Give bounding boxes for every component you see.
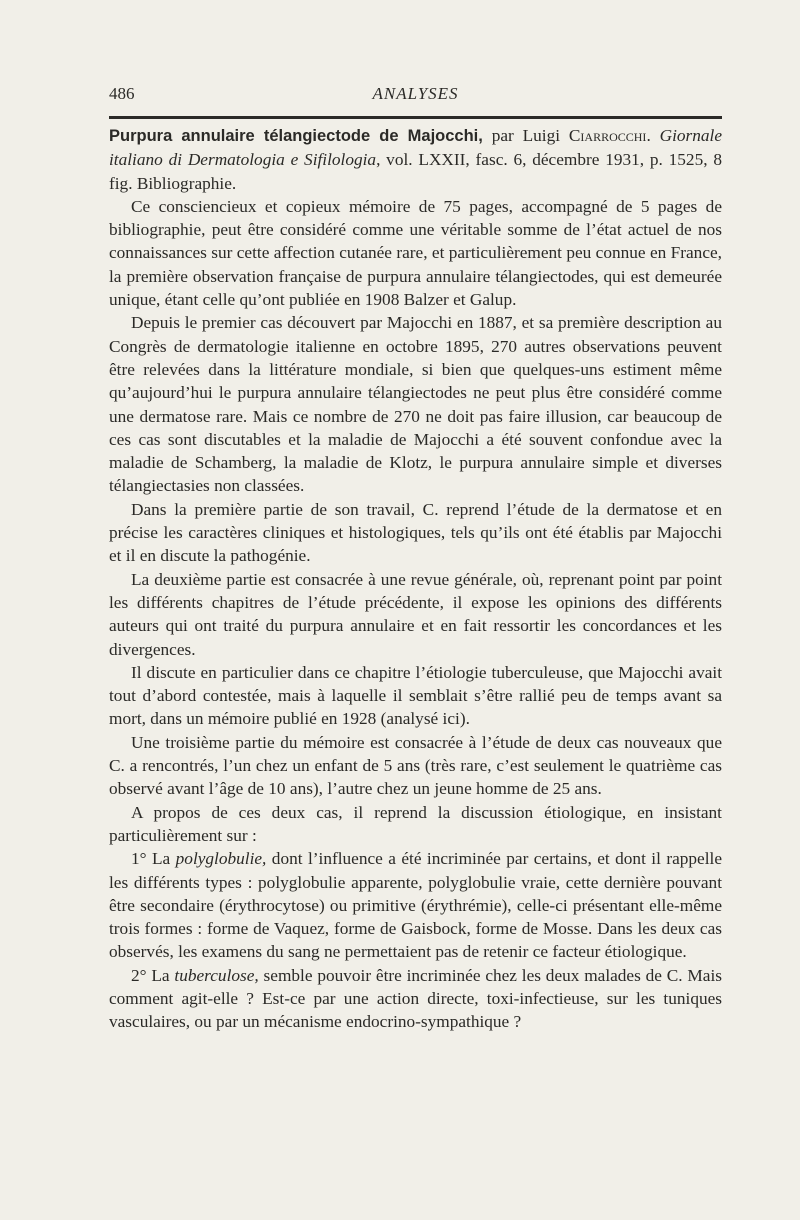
article-body	[109, 124, 722, 1034]
article-title: Purpura annulaire télangiectode de Majocchi,	[109, 127, 483, 145]
paragraph-8-text: dont l’influence a été incriminée par certains, et dont il rappelle les différents types : polyglobulie apparente, polyglobulie vraie, cette dernière pouvant être secondaire (érythrocytose) ou primitive (érythrémie), celle-ci présentant elle-même trois formes : forme de Vaquez, forme de Gaisbock, forme de Mosse. Dans les deux cas observés, les examens du sang ne permettaient pas de retenir ce facteur étiologique.	[109, 849, 722, 962]
paragraph-6: Une troisième partie du mémoire est consacrée à l’étude de deux cas nouveaux que C. a rencontrés, l’un chez un enfant de 5 ans (très rare, c’est seulement le quatrième cas observé avant l’âge de 10 ans), l’autre chez un jeune homme de 25 ans.	[109, 732, 722, 799]
article-citation	[109, 124, 722, 195]
paragraph-3: Dans la première partie de son travail, C. reprend l’étude de la dermatose et en précise les caractères cliniques et histologiques, tels qu’ils ont été établis par Majocchi et il en discute la pathogénie.	[109, 499, 722, 566]
citation-separator: .	[646, 126, 660, 145]
paragraph-9-text: semble pouvoir être incriminée chez les deux malades de C. Mais comment agit-elle ? Est-ce par une action directe, toxi-infectieuse, sur les tuniques vasculaires, ou par un mécanisme endocrino-sympathique ?	[109, 965, 722, 1032]
term-tuberculose: tuberculose,	[174, 965, 259, 985]
paragraph-7: A propos de ces deux cas, il reprend la discussion étiologique, en insistant particulièrement sur :	[109, 802, 722, 845]
header-rule	[109, 116, 722, 119]
running-head	[109, 84, 722, 108]
paragraph-8	[109, 847, 722, 963]
page-number: 486	[109, 84, 135, 103]
journal-title: Giornale italiano di Dermatologia e Sifilologia	[109, 126, 723, 170]
paragraph-9	[109, 964, 722, 1034]
list-number-2: 2° La	[131, 965, 175, 985]
paragraph-2: Depuis le premier cas découvert par Majocchi en 1887, et sa première description au Congrès de dermatologie italienne en octobre 1895, 270 autres observations peuvent être relevées dans la littérature mondiale, si bien que quelques-uns estiment même qu’aujourd’hui le purpura annulaire télangiectodes ne peut plus être considéré comme une dermatose rare. Mais ce nombre de 270 ne doit pas faire illusion, car beaucoup de ces cas sont discutables et la maladie de Majocchi a été souvent confondue avec la maladie de Schamberg, la maladie de Klotz, le purpura annulaire simple et diverses télangiectasies non classées.	[109, 313, 722, 496]
paragraph-5: Il discute en particulier dans ce chapitre l’étiologie tuberculeuse, que Majocchi avait tout d’abord contestée, mais à laquelle il semblait s’être rallié peu de temps avant sa mort, dans un mémoire publié en 1928 (analysé ici).	[109, 662, 722, 729]
paragraph-1: Ce consciencieux et copieux mémoire de 75 pages, accompagné de 5 pages de bibliographie, peut être considéré comme une véritable somme de l’état actuel de nos connaissances sur cette affection cutanée rare, et particulièrement peu connue en France, la première observation française de purpura annulaire télangiectodes, qui est demeurée unique, étant celle qu’ont publiée en 1908 Balzer et Galup.	[109, 196, 722, 310]
section-title: ANALYSES	[372, 84, 459, 103]
article-author: Ciarrocchi	[568, 126, 647, 145]
list-number-1: 1° La	[131, 849, 176, 869]
term-polyglobulie: polyglobulie,	[175, 849, 267, 869]
citation-details: , vol. LXXII, fasc. 6, décembre 1931, p. 1525, 8 fig. Bibliographie.	[109, 150, 722, 193]
citation-by: par Luigi	[482, 126, 569, 145]
paragraph-4: La deuxième partie est consacrée à une revue générale, où, reprenant point par point les différents chapitres de l’étude précédente, il expose les opinions des différents auteurs qui ont traité du purpura annulaire et en fait ressortir les concordances et les divergences.	[109, 569, 722, 659]
